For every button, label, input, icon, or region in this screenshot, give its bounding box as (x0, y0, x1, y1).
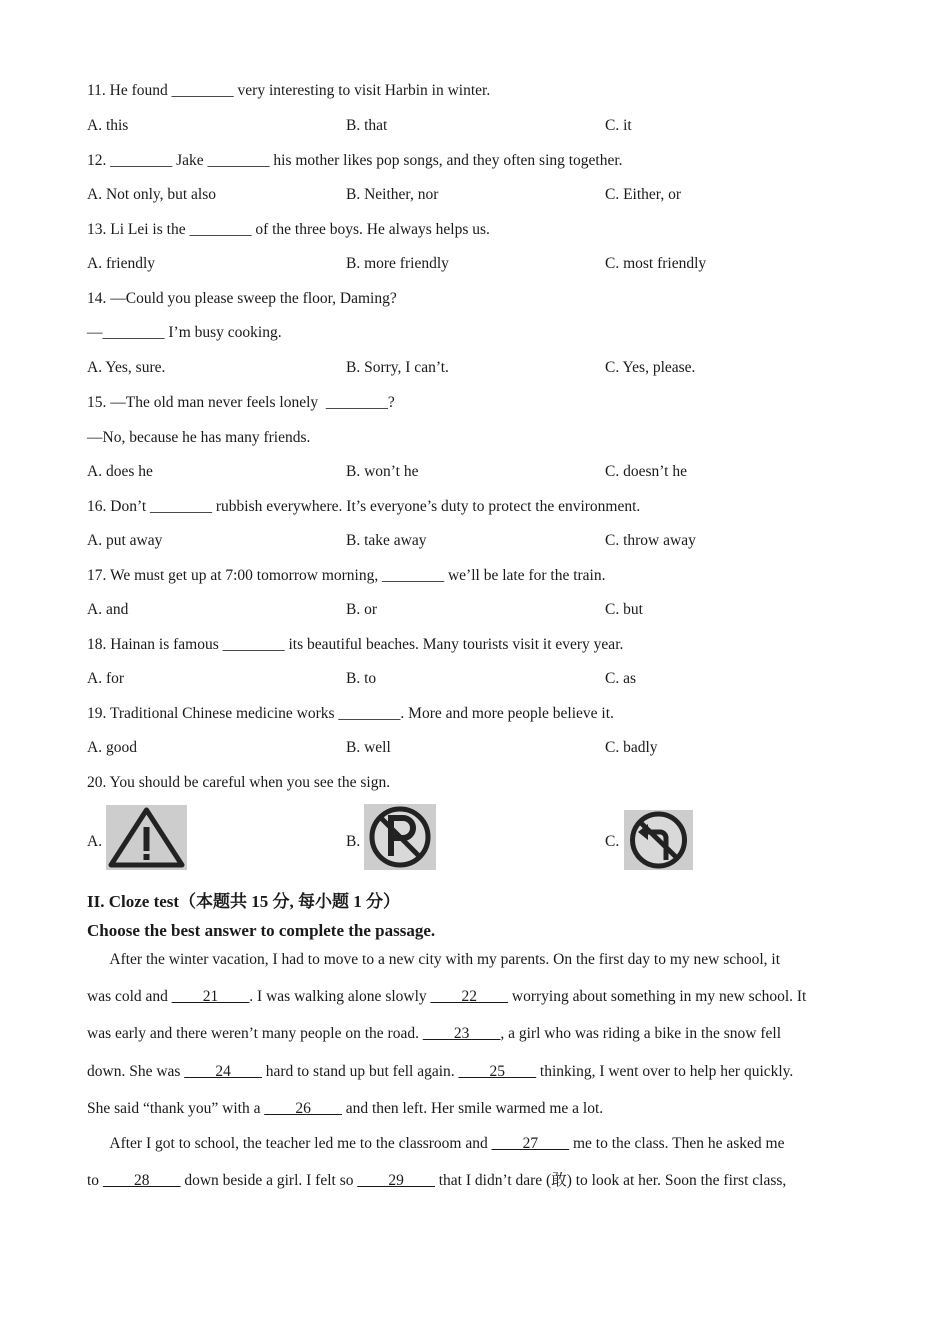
question-14-reply: —________ I’m busy cooking. (87, 324, 282, 341)
question-12-option-c: C. Either, or (605, 186, 682, 203)
question-20-option-a: A. (87, 833, 103, 850)
passage-text: After the winter vacation, I had to move to a new city with my parents. On the first day to my new school, it (87, 951, 781, 968)
passage-line (87, 1062, 867, 1082)
question-15-option-b: B. won’t he (346, 463, 419, 480)
passage-text: was cold and (87, 988, 172, 1005)
question-13-option-a: A. friendly (87, 255, 156, 272)
question-19-option-b: B. well (346, 739, 391, 756)
cloze-blank: ____27____ (491, 1135, 570, 1152)
question-17-option-a: A. and (87, 601, 129, 618)
warning-triangle-icon (106, 805, 187, 870)
passage-text: down beside a girl. I felt so (180, 1172, 358, 1189)
question-11-option-b: B. that (346, 117, 388, 134)
question-15-option-c: C. doesn’t he (605, 463, 687, 480)
question-17-option-b: B. or (346, 601, 377, 618)
cloze-blank: ____28____ (102, 1172, 181, 1189)
question-14-option-b: B. Sorry, I can’t. (346, 359, 449, 376)
question-14-option-a: A. Yes, sure. (87, 359, 166, 376)
passage-line (87, 950, 867, 970)
question-11-option-a: A. this (87, 117, 129, 134)
no-parking-icon (364, 804, 436, 870)
passage-text: to (87, 1172, 103, 1189)
passage-text: was early and there weren’t many people on the road. (87, 1025, 423, 1042)
question-18-option-b: B. to (346, 670, 377, 687)
question-15-reply: —No, because he has many friends. (87, 429, 311, 446)
passage-line (87, 1024, 867, 1044)
passage-text: She said “thank you” with a (87, 1100, 265, 1117)
question-16-option-c: C. throw away (605, 532, 696, 549)
question-20-option-c: C. (605, 833, 620, 850)
passage-text: thinking, I went over to help her quickly. (536, 1063, 794, 1080)
question-18-stem: 18. Hainan is famous ________ its beautiful beaches. Many tourists visit it every year. (87, 636, 624, 653)
passage-line (87, 1099, 867, 1119)
cloze-blank: ____25____ (458, 1063, 537, 1080)
no-left-turn-icon (624, 810, 693, 870)
section-heading: II. Cloze test（本题共 15 分, 每小题 1 分） (87, 892, 401, 911)
question-16-stem: 16. Don’t ________ rubbish everywhere. It’s everyone’s duty to protect the environment. (87, 498, 641, 515)
question-17-option-c: C. but (605, 601, 643, 618)
cloze-blank: ____26____ (264, 1100, 342, 1117)
question-16-option-b: B. take away (346, 532, 427, 549)
passage-line (87, 1171, 867, 1191)
question-16-option-a: A. put away (87, 532, 163, 549)
question-19-option-a: A. good (87, 739, 137, 756)
question-12-option-a: A. Not only, but also (87, 186, 217, 203)
cloze-blank: ____22____ (430, 988, 509, 1005)
question-15-option-a: A. does he (87, 463, 153, 480)
question-20-option-b: B. (346, 833, 361, 850)
question-12-option-b: B. Neither, nor (346, 186, 439, 203)
question-12-stem: 12. ________ Jake ________ his mother likes pop songs, and they often sing together. (87, 152, 623, 169)
question-13-stem: 13. Li Lei is the ________ of the three boys. He always helps us. (87, 221, 490, 238)
passage-text: , a girl who was riding a bike in the snow fell (500, 1025, 782, 1042)
question-19-stem: 19. Traditional Chinese medicine works ________. More and more people believe it. (87, 705, 614, 722)
question-18-option-a: A. for (87, 670, 125, 687)
question-11-stem: 11. He found ________ very interesting to visit Harbin in winter. (87, 82, 491, 99)
cloze-blank: ____29____ (357, 1172, 435, 1189)
passage-text: down. She was (87, 1063, 185, 1080)
question-14-option-c: C. Yes, please. (605, 359, 696, 376)
cloze-blank: ____23____ (422, 1025, 501, 1042)
passage-text: and then left. Her smile warmed me a lot. (341, 1100, 604, 1117)
question-13-option-b: B. more friendly (346, 255, 449, 272)
question-14-stem: 14. —Could you please sweep the floor, Daming? (87, 290, 397, 307)
passage-text: me to the class. Then he asked me (569, 1135, 785, 1152)
question-11-option-c: C. it (605, 117, 632, 134)
question-19-option-c: C. badly (605, 739, 658, 756)
passage-text: that I didn’t dare (敢) to look at her. Soon the first class, (434, 1172, 787, 1189)
passage-text: . I was walking alone slowly (249, 988, 431, 1005)
question-18-option-c: C. as (605, 670, 636, 687)
passage-text: After I got to school, the teacher led me to the classroom and (87, 1135, 492, 1152)
cloze-blank: ____21____ (171, 988, 250, 1005)
question-20-stem: 20. You should be careful when you see the sign. (87, 774, 391, 791)
section-subheading: Choose the best answer to complete the passage. (87, 921, 436, 940)
question-15-stem: 15. —The old man never feels lonely ________? (87, 394, 395, 411)
question-13-option-c: C. most friendly (605, 255, 707, 272)
passage-line (87, 1134, 867, 1154)
question-17-stem: 17. We must get up at 7:00 tomorrow morning, ________ we’ll be late for the train. (87, 567, 606, 584)
passage-text: hard to stand up but fell again. (261, 1063, 459, 1080)
passage-line (87, 987, 867, 1007)
cloze-blank: ____24____ (184, 1063, 262, 1080)
passage-text: worrying about something in my new school. It (508, 988, 807, 1005)
